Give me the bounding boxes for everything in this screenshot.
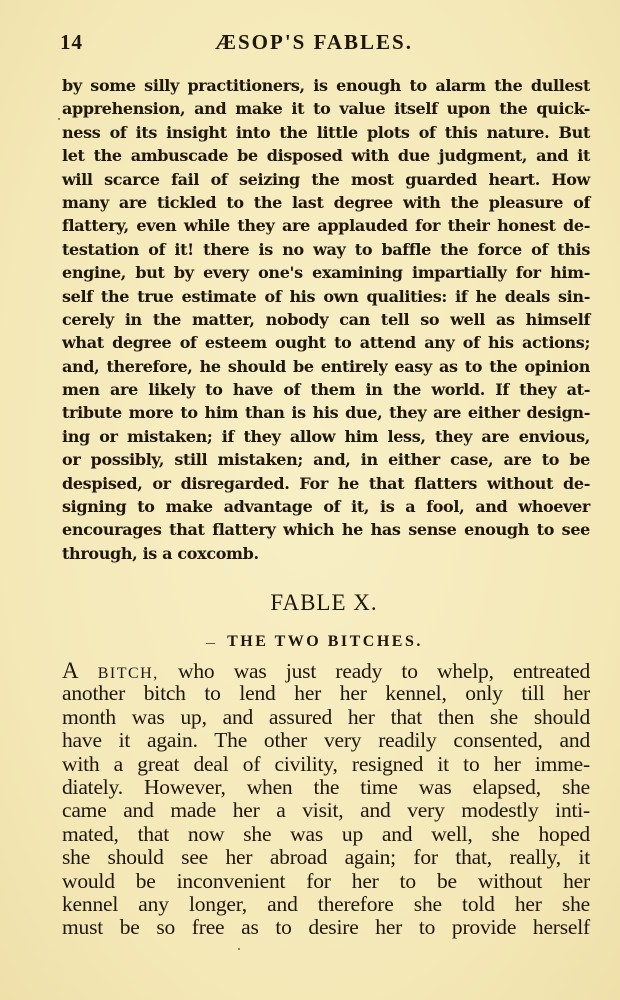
text-line: ing or mistaken; if they allow him less, they are envious,: [62, 426, 590, 446]
text-line: signing to make advantage of it, is a fool, and whoever: [62, 497, 590, 517]
ink-speck: [58, 118, 60, 120]
text-line: despised, or disregarded. For he that flatters without de-: [62, 473, 590, 493]
text-line: engine, but by every one's examining impartially for him-: [62, 263, 590, 283]
text-line: encourages that flattery which he has sense enough to see: [62, 520, 590, 540]
text-line: came and made her a visit, and very modestly inti-: [62, 798, 590, 823]
text-line: ness of its insight into the little plots of this nature. But: [62, 122, 590, 142]
page-header: [60, 30, 590, 60]
text-line: will scarce fail of seizing the most guarded heart. How: [62, 169, 590, 189]
ink-speck: [238, 948, 240, 950]
text-line: by some silly practitioners, is enough to alarm the dullest: [62, 76, 590, 95]
text-line: must be so free as to desire her to provide herself: [62, 915, 590, 940]
fable-story: [62, 659, 590, 940]
text-line: apprehension, and make it to value itself upon the quick-: [62, 99, 590, 119]
text-line: month was up, and assured her that then she should: [62, 704, 590, 729]
text-line: kennel any longer, and therefore she told her she: [62, 891, 590, 916]
text-line: let the ambuscade be disposed with due judgment, and it: [62, 146, 590, 166]
text-line: with a great deal of civility, resigned it to her imme-: [62, 751, 590, 776]
text-line: another bitch to lend her her kennel, only till her: [62, 681, 590, 706]
text-line: self the true estimate of his own qualities: if he deals sin-: [62, 286, 590, 306]
text-line: through, is a coxcomb.: [62, 543, 259, 563]
moral-paragraph: [62, 74, 590, 565]
story-first-line-rest: who was just ready to whelp, entreated: [178, 659, 591, 683]
text-line: she should see her abroad again; for that, really, it: [62, 845, 590, 870]
text-line: would be inconvenient for her to be without her: [62, 868, 590, 893]
text-line: what degree of esteem ought to attend any of his actions;: [62, 333, 590, 353]
story-opening-smallcaps: BITCH,: [97, 665, 159, 682]
text-line: cerely in the matter, nobody can tell so well as himself: [62, 309, 590, 329]
text-line: diately. However, when the time was elapsed, she: [62, 774, 590, 799]
text-line: testation of it! there is no way to baffle the force of this: [62, 239, 590, 259]
story-opening-capital: A: [62, 658, 79, 683]
running-title: ÆSOP'S FABLES.: [215, 30, 413, 54]
page-number: 14: [60, 30, 83, 54]
text-line: or possibly, still mistaken; and, in either case, are to be: [62, 450, 590, 470]
text-line: men are likely to have of them in the world. If they at-: [62, 380, 590, 400]
text-line: have it again. The other very readily consented, and: [62, 728, 590, 753]
text-line: mated, that now she was up and well, she hoped: [62, 821, 590, 846]
text-line: tribute more to him than is his due, they are either design-: [62, 403, 590, 423]
fable-heading: FABLE X.: [270, 590, 378, 615]
fable-subtitle: THE TWO BITCHES.: [227, 633, 423, 650]
text-line: many are tickled to the last degree with the pleasure of: [62, 192, 590, 212]
story-first-line: [62, 659, 590, 682]
text-line: and, therefore, he should be entirely easy as to the opinion: [62, 356, 590, 376]
text-line: flattery, even while they are applauded for their honest de-: [62, 216, 590, 236]
